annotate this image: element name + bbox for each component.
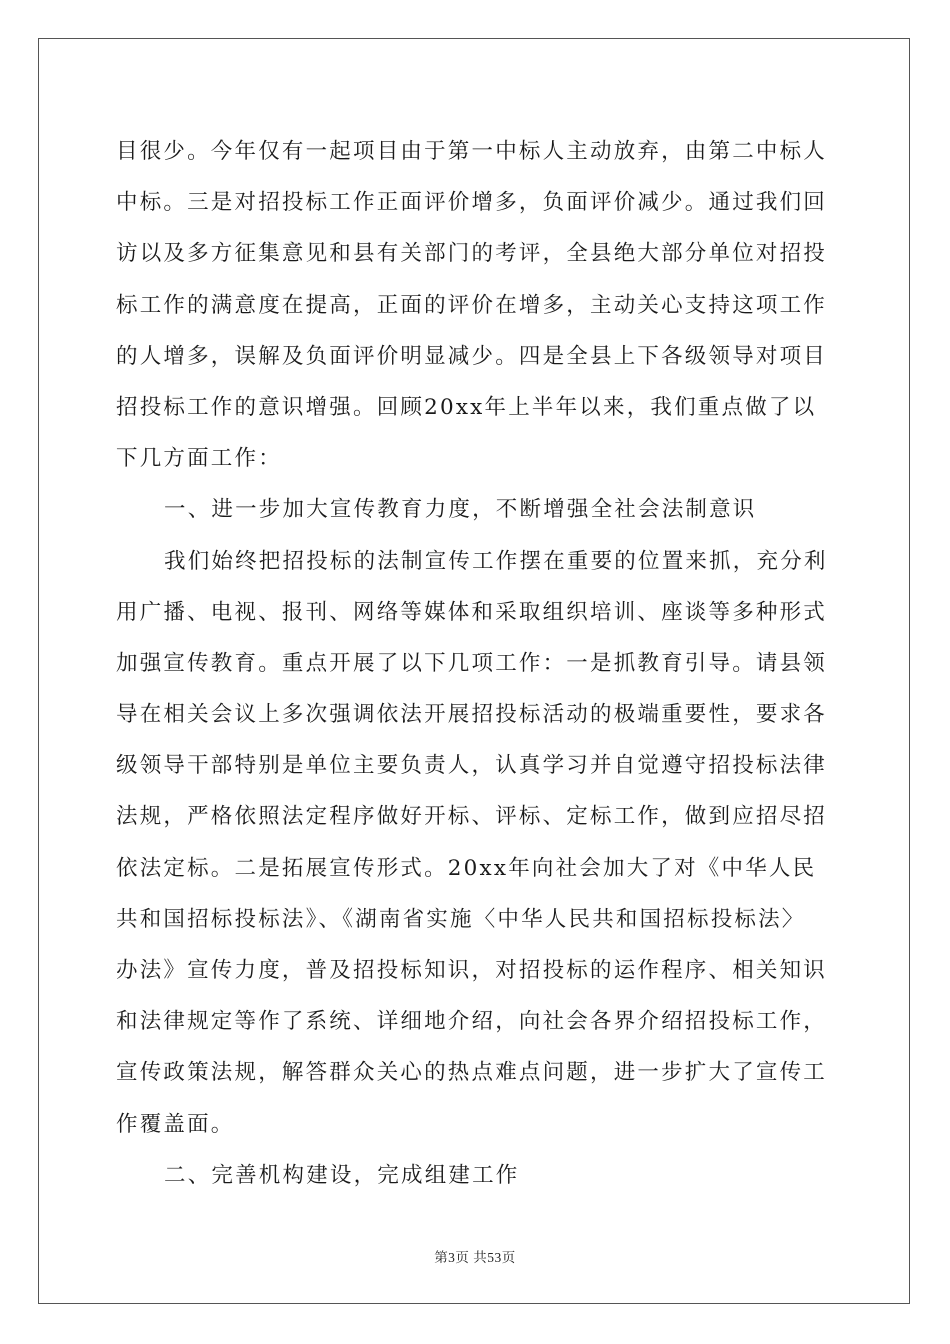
body-line: 招投标工作的意识增强。回顾20xx年上半年以来，我们重点做了以 xyxy=(116,394,817,420)
body-line: 中标。三是对招投标工作正面评价增多，负面评价减少。通过我们回 xyxy=(116,190,828,216)
body-line: 用广播、电视、报刊、网络等媒体和采取组织培训、座谈等多种形式 xyxy=(116,599,828,625)
section-heading: 一、进一步加大宣传教育力度，不断增强全社会法制意识 xyxy=(164,497,757,523)
body-line: 依法定标。二是拓展宣传形式。20xx年向社会加大了对《中华人民 xyxy=(116,855,817,881)
body-line: 下几方面工作： xyxy=(116,446,282,472)
body-line: 目很少。今年仅有一起项目由于第一中标人主动放弃，由第二中标人 xyxy=(116,139,828,164)
body-line: 和法律规定等作了系统、详细地介绍，向社会各界介绍招投标工作， xyxy=(116,1009,828,1035)
body-line: 共和国招标投标法》、《湖南省实施〈中华人民共和国招标投标法〉 xyxy=(116,906,806,932)
section-heading: 二、完善机构建设，完成组建工作 xyxy=(164,1162,520,1188)
body-line: 级领导干部特别是单位主要负责人，认真学习并自觉遵守招投标法律 xyxy=(116,753,828,779)
body-line: 标工作的满意度在提高，正面的评价在增多，主动关心支持这项工作 xyxy=(116,292,828,318)
body-line: 的人增多，误解及负面评价明显减少。四是全县上下各级领导对项目 xyxy=(116,343,828,369)
body-line: 法规，严格依照法定程序做好开标、评标、定标工作，做到应招尽招 xyxy=(116,804,828,830)
body-line: 作覆盖面。 xyxy=(116,1111,235,1137)
body-line: 办法》宣传力度，普及招投标知识，对招投标的运作程序、相关知识 xyxy=(116,958,828,983)
body-line: 访以及多方征集意见和县有关部门的考评，全县绝大部分单位对招投 xyxy=(116,241,828,267)
body-line: 导在相关会议上多次强调依法开展招投标活动的极端重要性，要求各 xyxy=(116,702,828,728)
document-body xyxy=(116,126,838,1201)
body-line: 宣传政策法规，解答群众关心的热点难点问题，进一步扩大了宣传工 xyxy=(116,1060,828,1086)
page-footer: 第3页 共53页 xyxy=(434,1250,516,1265)
body-line: 我们始终把招投标的法制宣传工作摆在重要的位置来抓，充分利 xyxy=(164,548,828,574)
body-line: 加强宣传教育。重点开展了以下几项工作：一是抓教育引导。请县领 xyxy=(116,650,828,676)
